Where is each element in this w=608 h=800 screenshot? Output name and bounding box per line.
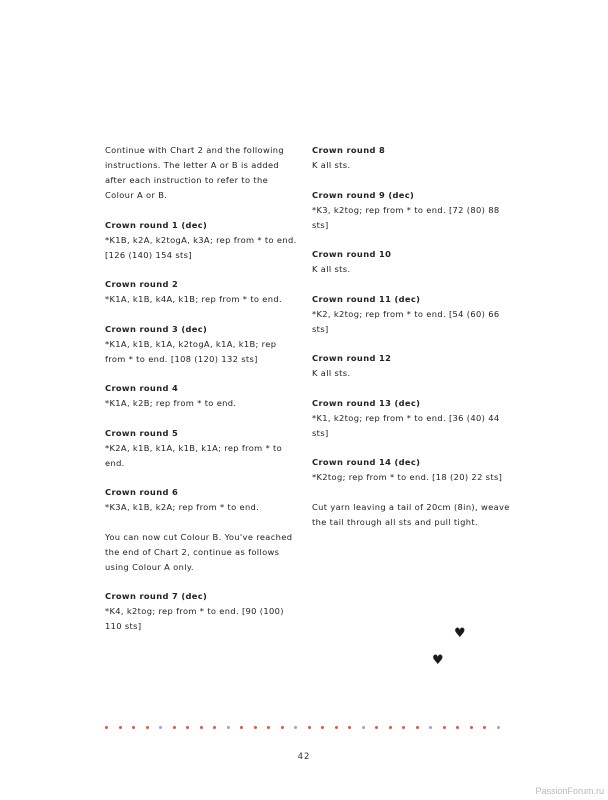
divider-dot — [362, 726, 365, 729]
divider-dot — [186, 726, 189, 729]
divider-dot — [429, 726, 432, 729]
divider-dot — [308, 726, 311, 729]
instruction-block — [312, 396, 512, 441]
instruction-block — [105, 485, 300, 515]
colour-note: You can now cut Colour B. You've reached the end of Chart 2, continue as follows using Colour A only. — [105, 531, 293, 572]
section-text: *K1B, k2A, k2togA, k3A; rep from * to end. [126 (140) 154 sts] — [105, 234, 297, 260]
divider-dot — [159, 726, 162, 729]
section-heading: Crown round 8 — [312, 145, 386, 155]
divider-dot — [119, 726, 122, 729]
section-heading: Crown round 2 — [105, 279, 179, 289]
heart-icon: ♥ — [454, 626, 466, 641]
section-text: *K1A, k1B, k1A, k2togA, k1A, k1B; rep from * to end. [108 (120) 132 sts] — [105, 338, 277, 364]
divider-dot — [335, 726, 338, 729]
instruction-block — [312, 455, 512, 485]
instruction-block — [105, 218, 300, 263]
divider-dot — [227, 726, 230, 729]
section-heading: Crown round 6 — [105, 487, 179, 497]
page-number: 42 — [297, 752, 311, 762]
instruction-block — [312, 292, 512, 337]
section-heading: Crown round 12 — [312, 353, 392, 363]
section-heading: Crown round 1 (dec) — [105, 219, 208, 230]
section-heading: Crown round 9 (dec) — [312, 189, 415, 200]
section-text: *K2, k2tog; rep from * to end. [54 (60) 66 sts] — [312, 308, 500, 334]
instruction-block — [312, 351, 512, 381]
divider-dot — [416, 726, 419, 729]
section-text: *K2tog; rep from * to end. [18 (20) 22 sts] — [312, 472, 503, 482]
section-text: K all sts. — [312, 264, 351, 274]
divider-dot — [389, 726, 392, 729]
divider-dot — [146, 726, 149, 729]
section-text: *K1A, k1B, k4A, k1B; rep from * to end. — [105, 294, 282, 304]
instruction-block — [312, 247, 512, 277]
instruction-block — [312, 188, 512, 233]
divider-dot — [213, 726, 216, 729]
section-text: *K3, k2tog; rep from * to end. [72 (80) 88 sts] — [312, 204, 500, 230]
left-column — [105, 143, 300, 649]
watermark: PassionForum.ru — [535, 786, 604, 796]
section-heading: Crown round 11 (dec) — [312, 293, 421, 304]
divider-dot — [105, 726, 108, 729]
instruction-block — [105, 322, 300, 367]
section-text: *K3A, k1B, k2A; rep from * to end. — [105, 502, 260, 512]
intro-text: Continue with Chart 2 and the following instructions. The letter A or B is added after each instruction to refer to the Colour A or B. — [105, 145, 284, 200]
section-heading: Crown round 13 (dec) — [312, 397, 421, 408]
section-heading: Crown round 10 — [312, 249, 392, 259]
finish-text: Cut yarn leaving a tail of 20cm (8in), weave the tail through all sts and pull tight. — [312, 501, 510, 527]
instruction-block — [105, 381, 300, 411]
section-text: *K2A, k1B, k1A, k1B, k1A; rep from * to end. — [105, 442, 283, 468]
divider-dot — [470, 726, 473, 729]
divider-dot — [240, 726, 243, 729]
divider-dot — [402, 726, 405, 729]
section-text: *K4, k2tog; rep from * to end. [90 (100) 110 sts] — [105, 606, 284, 631]
divider-dot — [281, 726, 284, 729]
section-text: *K1A, k2B; rep from * to end. — [105, 398, 237, 408]
section-text: K all sts. — [312, 160, 351, 170]
divider-dot — [497, 726, 500, 729]
divider-dot — [443, 726, 446, 729]
divider-dot — [267, 726, 270, 729]
section-text: K all sts. — [312, 368, 351, 378]
divider-dot — [173, 726, 176, 729]
divider-dot — [254, 726, 257, 729]
section-text: *K1, k2tog; rep from * to end. [36 (40) 44 sts] — [312, 412, 500, 438]
instruction-block — [105, 426, 300, 471]
section-heading: Crown round 14 (dec) — [312, 457, 421, 467]
section-heading: Crown round 7 (dec) — [105, 591, 208, 601]
section-heading: Crown round 4 — [105, 383, 179, 393]
divider-dot — [348, 726, 351, 729]
divider-dot — [132, 726, 135, 729]
instruction-block — [105, 589, 300, 634]
instruction-block — [312, 143, 512, 173]
instruction-block — [105, 277, 300, 307]
divider-dot — [375, 726, 378, 729]
heart-icon: ♥ — [432, 653, 444, 668]
dotted-divider — [105, 726, 505, 732]
divider-dot — [294, 726, 297, 729]
section-heading: Crown round 5 — [105, 427, 179, 438]
section-heading: Crown round 3 (dec) — [105, 323, 208, 334]
right-column — [312, 143, 512, 544]
divider-dot — [483, 726, 486, 729]
divider-dot — [456, 726, 459, 729]
divider-dot — [200, 726, 203, 729]
divider-dot — [321, 726, 324, 729]
